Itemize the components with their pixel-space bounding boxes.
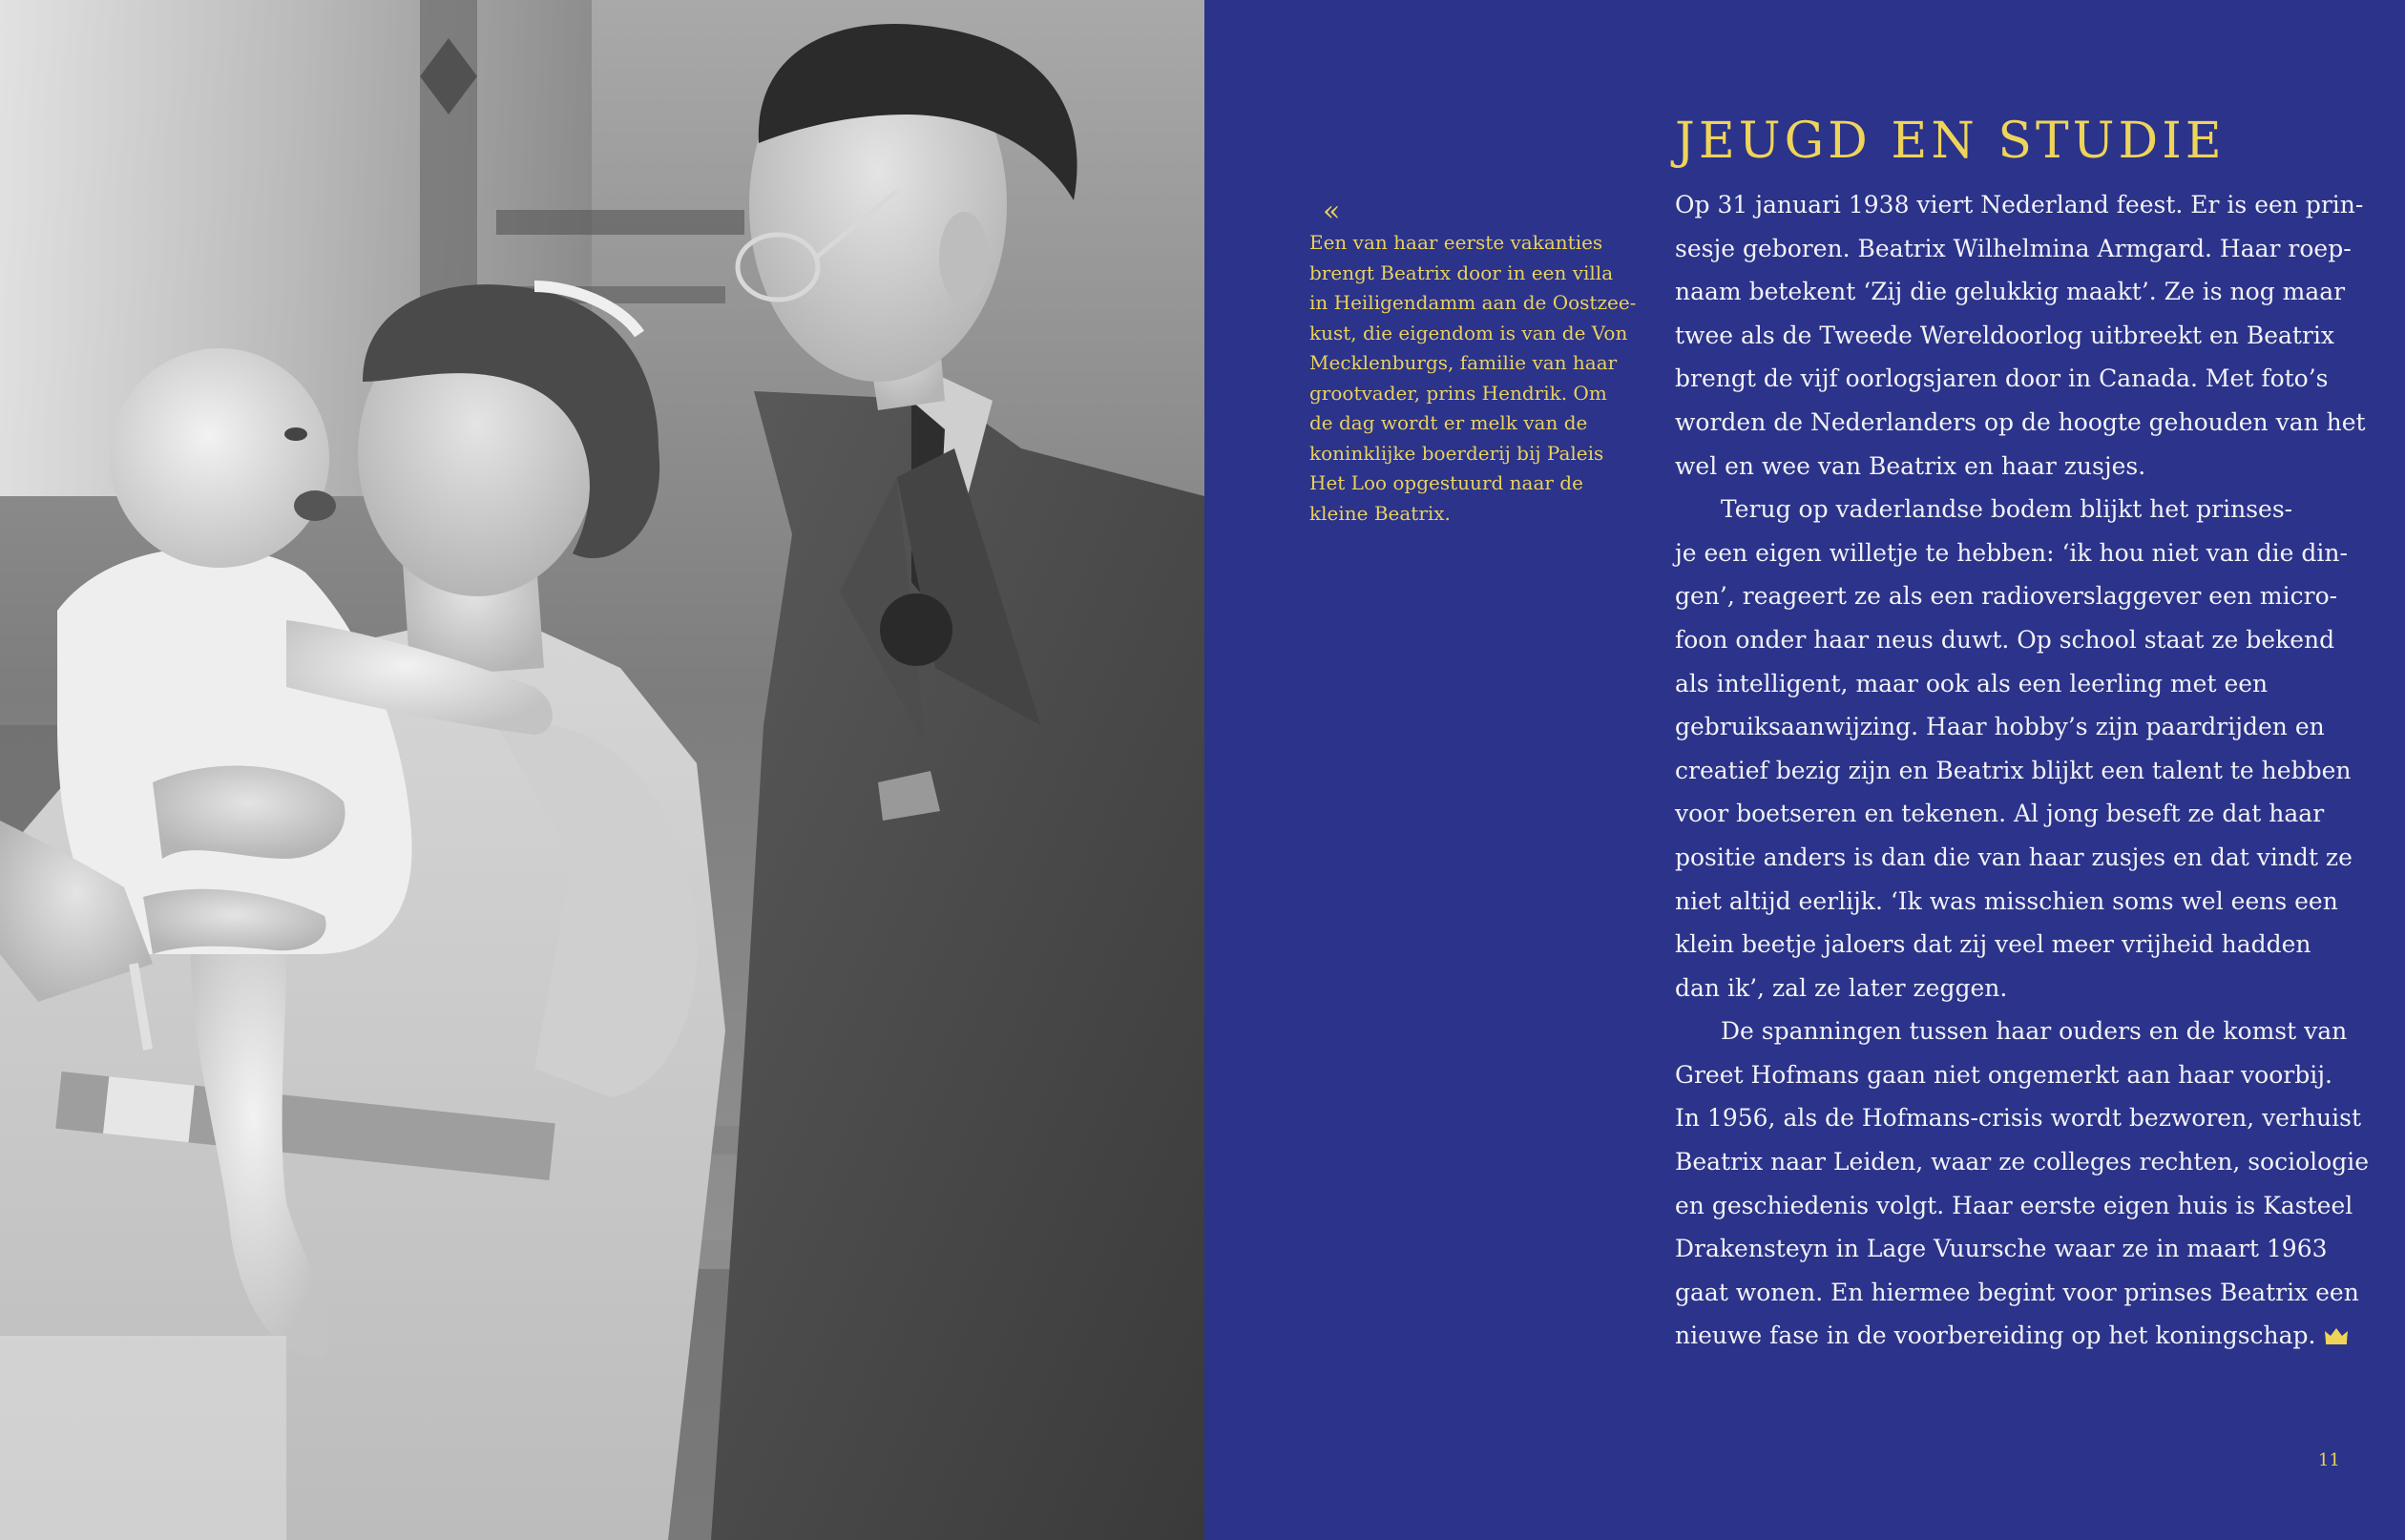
quote-mark: « <box>1323 195 1341 228</box>
body-line: als intelligent, maar ook als een leerling met een <box>1675 669 2269 697</box>
body-line: niet altijd eerlijk. ‘Ik was misschien soms wel eens een <box>1675 886 2338 915</box>
body-line: gen’, reageert ze als een radioverslaggever een micro- <box>1675 582 2338 611</box>
body-line: De spanningen tussen haar ouders en de komst van <box>1721 1017 2348 1046</box>
body-line: creatief bezig zijn en Beatrix blijkt een talent te hebben <box>1675 756 2352 784</box>
body-line: Beatrix naar Leiden, waar ze colleges rechten, sociologie <box>1675 1148 2369 1176</box>
quote-line: Mecklenburgs, familie van haar <box>1309 351 1618 374</box>
page-title <box>1675 113 2226 170</box>
quote-line: kust, die eigendom is van de Von <box>1309 321 1628 344</box>
sidebar-quote <box>1309 195 1637 529</box>
quote-line: in Heiligendamm aan de Oostzee- <box>1309 291 1637 314</box>
body-line: sesje geboren. Beatrix Wilhelmina Armgard. Haar roep- <box>1675 234 2352 262</box>
quote-line: brengt Beatrix door in een villa <box>1309 260 1614 284</box>
body-line: gebruiksaanwijzing. Haar hobby’s zijn paardrijden en <box>1675 713 2325 741</box>
quote-line: Een van haar eerste vakanties <box>1309 231 1603 254</box>
body-line: wel en wee van Beatrix en haar zusjes. <box>1675 451 2146 480</box>
body-line: worden de Nederlanders op de hoogte gehouden van het <box>1675 407 2366 436</box>
quote-line: de dag wordt er melk van de <box>1309 411 1588 434</box>
quote-line: grootvader, prins Hendrik. Om <box>1309 381 1607 405</box>
quote-line: koninklijke boerderij bij Paleis <box>1309 441 1604 465</box>
body-last-line-wrapper <box>1675 1314 2324 1360</box>
body-line: In 1956, als de Hofmans-crisis wordt bezworen, verhuist <box>1675 1104 2362 1133</box>
body-line: en geschiedenis volgt. Haar eerste eigen huis is Kasteel <box>1675 1191 2353 1219</box>
body-line: klein beetje jaloers dat zij veel meer vrijheid hadden <box>1675 930 2311 959</box>
body-line: positie anders is dan die van haar zusjes en dat vindt ze <box>1675 843 2353 871</box>
body-line: Greet Hofmans gaan niet ongemerkt aan haar voorbij. <box>1675 1060 2332 1089</box>
body-line: foon onder haar neus duwt. Op school staat ze bekend <box>1675 625 2335 654</box>
body-line: voor boetseren en tekenen. Al jong beseft ze dat haar <box>1675 800 2325 828</box>
body-line: nieuwe fase in de voorbereiding op het koningschap. <box>1675 1321 2316 1350</box>
body-text <box>1675 183 2369 1360</box>
body-line: brengt de vijf oorlogsjaren door in Canada. Met foto’s <box>1675 364 2329 393</box>
body-line: je een eigen willetje te hebben: ‘ik hou niet van die din- <box>1675 538 2348 567</box>
body-line: dan ik’, zal ze later zeggen. <box>1675 973 2008 1002</box>
body-line: twee als de Tweede Wereldoorlog uitbreekt en Beatrix <box>1675 321 2335 349</box>
body-line: Op 31 januari 1938 viert Nederland feest. Er is een prin- <box>1675 191 2364 219</box>
body-line: naam betekent ‘Zij die gelukkig maakt’. Ze is nog maar <box>1675 278 2346 306</box>
quote-line: kleine Beatrix. <box>1309 501 1451 525</box>
text-page <box>1204 0 2405 1540</box>
quote-line: Het Loo opgestuurd naar de <box>1309 471 1583 494</box>
body-line: Terug op vaderlandse bodem blijkt het prinses- <box>1721 495 2293 524</box>
page-number: 11 <box>2318 1450 2340 1470</box>
crown-icon <box>2324 1316 2349 1360</box>
body-line: Drakensteyn in Lage Vuursche waar ze in maart 1963 <box>1675 1235 2328 1263</box>
title-text: JEUGD EN STUDIE <box>1675 113 2226 170</box>
body-line: gaat wonen. En hiermee begint voor prinses Beatrix een <box>1675 1278 2359 1306</box>
